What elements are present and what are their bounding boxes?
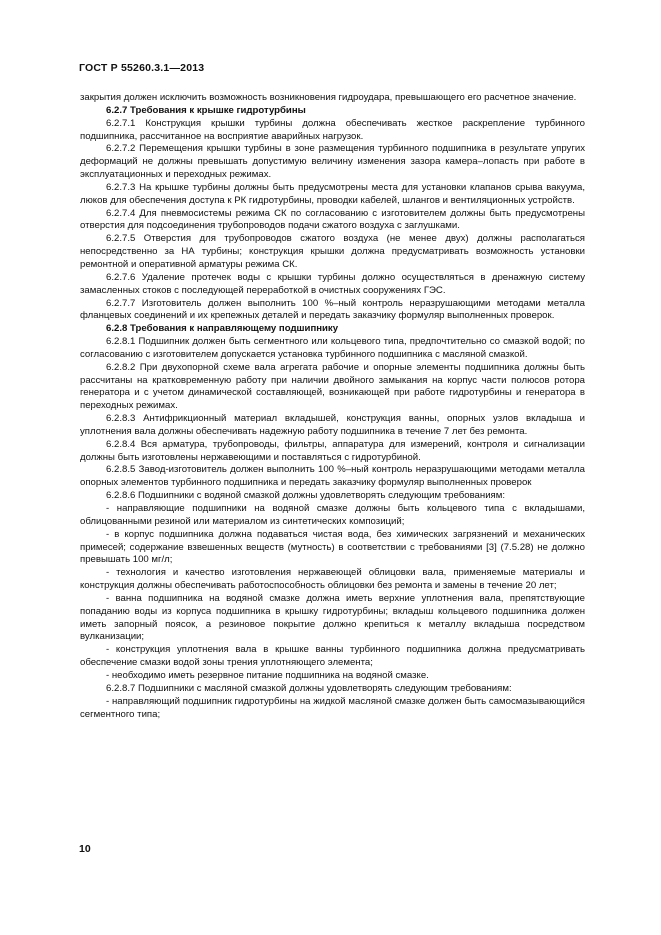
paragraph-6-2-8-2: 6.2.8.2 При двухопорной схеме вала агрегата рабочие и опорные элементы подшипника должны быть рассчитаны на кратковременную работу при наличии двойного замыкания на корпус части полюсов ротора генератора и с учетом динамической составляющей, возникающей при работе гидротурбины и генератора в переходных режимах.: [80, 361, 585, 412]
paragraph-6-2-7-2: 6.2.7.2 Перемещения крышки турбины в зоне размещения турбинного подшипника в результате упругих деформаций не должны превышать допустимую величину изменения зазора камера–лопасть при работе в эксплуатационных и переходных режимах.: [80, 143, 585, 181]
paragraph-6-2-8-6: 6.2.8.6 Подшипники с водяной смазкой должны удовлетворять следующим требованиям:: [106, 490, 506, 502]
section-heading-6-2-8: 6.2.8 Требования к направляющему подшипнику: [106, 323, 339, 335]
paragraph-6-2-8-1: 6.2.8.1 Подшипник должен быть сегментного или кольцевого типа, предпочтительно со смазкой водой; по согласованию с изготовителем допускается установка турбинного подшипника с масляной смазкой.: [80, 336, 585, 360]
paragraph-6-2-7-7: 6.2.7.7 Изготовитель должен выполнить 100 %–ный контроль неразрушающими методами металла фланцевых соединений и их крепежных деталей и передать заказчику формуляр выполненных проверок.: [80, 297, 585, 322]
list-item-reserve-supply: - необходимо иметь резервное питание подшипника на водяной смазке.: [106, 669, 429, 681]
paragraph-6-2-7-4: 6.2.7.4 Для пневмосистемы режима СК по согласованию с изготовителем должны быть предусмотрены отверстия для подсоединения трубопроводов подачи сжатого воздуха с заглушками.: [80, 207, 585, 232]
list-item-water-bearing-type: - направляющие подшипники на водяной смазке должны быть кольцевого типа с вкладышами, облицованными резиной или материалом из синтетических композиций;: [80, 503, 585, 527]
paragraph-6-2-8-3: 6.2.8.3 Антифрикционный материал вкладышей, конструкция ванны, опорных узлов вкладыша и уплотнения вала должны обеспечивать надежную работу подшипника в течение 7 лет без ремонта.: [80, 413, 585, 437]
paragraph-6-2-7-5: 6.2.7.5 Отверстия для трубопроводов сжатого воздуха (не менее двух) должны располагаться непосредственно за НА турбины; конструкция крышки должна предусматривать возможность установки ремонтной и оперативной арматуры режима СК.: [80, 233, 585, 270]
paragraph-6-2-7-1: 6.2.7.1 Конструкция крышки турбины должна обеспечивать жесткое раскрепление турбинного подшипника, рассчитанное на восприятие аварийных нагрузок.: [80, 117, 585, 142]
paragraph-6-2-8-5: 6.2.8.5 Завод-изготовитель должен выполнить 100 %–ный контроль неразрушающими методами металла опорных элементов турбинного подшипника и передать заказчику формуляр выполненных проверок: [80, 464, 585, 489]
list-item-shaft-seal-lubrication: - конструкция уплотнения вала в крышке ванны турбинного подшипника должна предусматривать обеспечение смазки водой зоны трения уплотняющего элемента;: [80, 644, 585, 669]
section-heading-6-2-7: 6.2.7 Требования к крышке гидротурбины: [106, 104, 306, 116]
list-item-shaft-lining: - технология и качество изготовления нержавеющей облицовки вала, применяемые материалы и конструкция должны обеспечивать работоспособность облицовки без ремонта и замены в течение 20 лет;: [80, 567, 585, 592]
list-item-oil-bearing-type: - направляющий подшипник гидротурбины на жидкой масляной смазке должен быть самосмазывающийся сегментного типа;: [80, 695, 585, 720]
document-body: [80, 92, 585, 721]
list-item-clean-water: - в корпус подшипника должна подаваться чистая вода, без химических загрязнений и механических примесей; содержание взвешенных веществ (мутность) в соответствии с требованиями [3] (7.5.28) не должно превышать 100 мг/л;: [80, 528, 585, 566]
paragraph-6-2-8-4: 6.2.8.4 Вся арматура, трубопроводы, фильтры, аппаратура для измерений, контроля и сигнализации должны быть изготовлены нержавеющими и поставляться с гидротурбиной.: [80, 438, 585, 463]
paragraph-continuation: закрытия должен исключить возможность возникновения гидроудара, превышающего его расчетное значение.: [80, 92, 577, 103]
paragraph-6-2-7-3: 6.2.7.3 На крышке турбины должны быть предусмотрены места для установки клапанов срыва вакуума, люков для обеспечения доступа к РК гидротурбины, проводки кабелей, шлангов и вентиляционных устройств.: [80, 181, 585, 206]
paragraph-6-2-8-7: 6.2.8.7 Подшипники с масляной смазкой должны удовлетворять следующим требованиям:: [106, 682, 512, 694]
list-item-bath-seals: - ванна подшипника на водяной смазке должна иметь верхние уплотнения вала, препятствующие попаданию воды из корпуса подшипника в крышку гидротурбины; вкладыш кольцевого подшипника должен иметь запорный поясок, а резиновое покрытие должно крепиться к металлу вкладыша посредством вулканизации;: [80, 592, 585, 643]
page-number: 10: [79, 843, 91, 855]
paragraph-6-2-7-6: 6.2.7.6 Удаление протечек воды с крышки турбины должно осуществляться в дренажную систему замасленных стоков с последующей переработкой в очистных сооружениях ГЭС.: [80, 271, 585, 296]
document-header: ГОСТ Р 55260.3.1—2013: [79, 62, 205, 74]
